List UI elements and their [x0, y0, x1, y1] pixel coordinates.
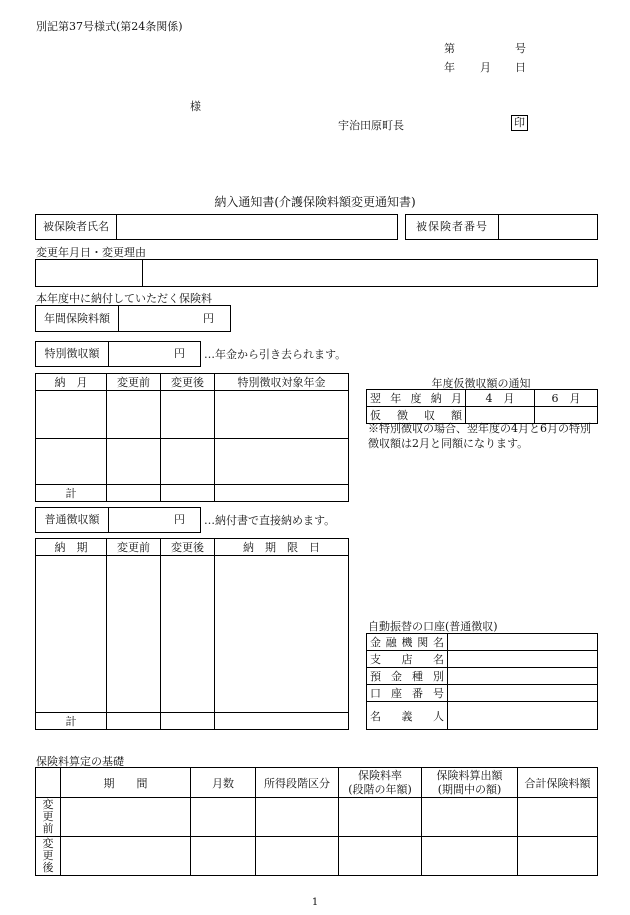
basis-col-rate: 保険料率 (段階の年額): [339, 768, 422, 798]
annual-section-label: 本年度中に納付していただく保険料: [36, 292, 212, 305]
account-type-field[interactable]: [448, 668, 598, 685]
basis-col-months: 月数: [191, 768, 256, 798]
special-total-label: 計: [36, 485, 107, 502]
account-holder-field[interactable]: [448, 702, 598, 730]
special-col-before: 変更前: [107, 374, 161, 391]
annual-box: [35, 305, 231, 332]
change-label: 変更年月日・変更理由: [36, 246, 146, 259]
seal-mark: 印: [511, 115, 528, 131]
page-number: 1: [311, 897, 319, 908]
provisional-table: [366, 389, 598, 424]
special-label: 特別徴収額: [36, 342, 109, 366]
account-holder-label: 名義人: [367, 702, 448, 730]
normal-note: …納付書で直接納めます。: [204, 514, 336, 527]
normal-box: [35, 507, 201, 533]
normal-label: 普通徴収額: [36, 508, 109, 532]
account-number-field[interactable]: [448, 685, 598, 702]
account-branch-label: 支店名: [367, 651, 448, 668]
special-note: …年金から引き去られます。: [204, 348, 347, 361]
special-yen: 円: [174, 347, 185, 360]
special-col-month: 納 月: [36, 374, 107, 391]
account-branch-field[interactable]: [448, 651, 598, 668]
number-go: 号: [515, 42, 526, 55]
account-number-label: 口座番号: [367, 685, 448, 702]
number-dai: 第: [444, 42, 455, 55]
basis-col-income: 所得段階区分: [256, 768, 339, 798]
account-table: [366, 633, 598, 730]
insured-name-box: [35, 214, 398, 240]
table-row: [36, 391, 349, 439]
insured-name-field[interactable]: [117, 215, 397, 239]
basis-col-total: 合計保険料額: [518, 768, 598, 798]
normal-total-row: [36, 713, 349, 730]
account-bank-label: 金融機関名: [367, 634, 448, 651]
basis-table: [35, 767, 598, 876]
provisional-title: 年度仮徴収額の通知: [431, 377, 531, 390]
addressee-sama: 様: [190, 100, 201, 113]
provisional-row-month-label: 翌年度納月: [367, 390, 466, 407]
basis-after-label: 変更後: [42, 837, 54, 874]
basis-col-calc: 保険料算出額 (期間中の額): [422, 768, 518, 798]
basis-before-label: 変更前: [42, 798, 54, 835]
normal-yen: 円: [174, 513, 185, 526]
provisional-row-amount-label: 仮徴収額: [367, 407, 466, 424]
account-title: 自動振替の口座(普通徴収): [368, 620, 498, 633]
special-table: [35, 373, 349, 502]
insured-number-label: 被保険者番号: [406, 215, 499, 239]
date-year: 年: [444, 61, 455, 74]
insured-name-label: 被保険者氏名: [36, 215, 117, 239]
insured-number-field[interactable]: [499, 215, 597, 239]
table-row: [36, 556, 349, 713]
date-day: 日: [515, 61, 526, 74]
date-month: 月: [480, 61, 491, 74]
change-reason-field[interactable]: [143, 260, 597, 286]
special-col-pension: 特別徴収対象年金: [215, 374, 349, 391]
special-col-after: 変更後: [161, 374, 215, 391]
normal-table: [35, 538, 349, 730]
basis-row-after: [36, 837, 598, 876]
table-row: [36, 439, 349, 485]
change-box: [35, 259, 598, 287]
insured-number-box: [405, 214, 598, 240]
normal-col-deadline: 納 期 限 日: [215, 539, 349, 556]
special-total-row: [36, 485, 349, 502]
basis-col-period: 期 間: [61, 768, 191, 798]
normal-col-period: 納 期: [36, 539, 107, 556]
special-box: [35, 341, 201, 367]
basis-row-before: [36, 798, 598, 837]
account-type-label: 預金種別: [367, 668, 448, 685]
account-bank-field[interactable]: [448, 634, 598, 651]
form-reference: 別記第37号様式(第24条関係): [36, 20, 183, 33]
normal-col-after: 変更後: [161, 539, 215, 556]
provisional-note: ※特別徴収の場合、翌年度の4月と6月の特別徴収額は2月と同額になります。: [368, 422, 591, 450]
basis-title: 保険料算定の基礎: [36, 755, 124, 768]
annual-label: 年間保険料額: [36, 306, 119, 331]
special-amount-field[interactable]: [109, 342, 200, 366]
normal-total-label: 計: [36, 713, 107, 730]
issuer: 宇治田原町長: [338, 119, 404, 132]
provisional-month-1: 4 月: [466, 390, 535, 407]
document-title: 納入通知書(介護保険料額変更通知書): [214, 195, 416, 209]
change-date-field[interactable]: [36, 260, 143, 286]
annual-yen: 円: [203, 312, 214, 325]
provisional-month-2: 6 月: [535, 390, 598, 407]
normal-col-before: 変更前: [107, 539, 161, 556]
normal-amount-field[interactable]: [109, 508, 200, 532]
